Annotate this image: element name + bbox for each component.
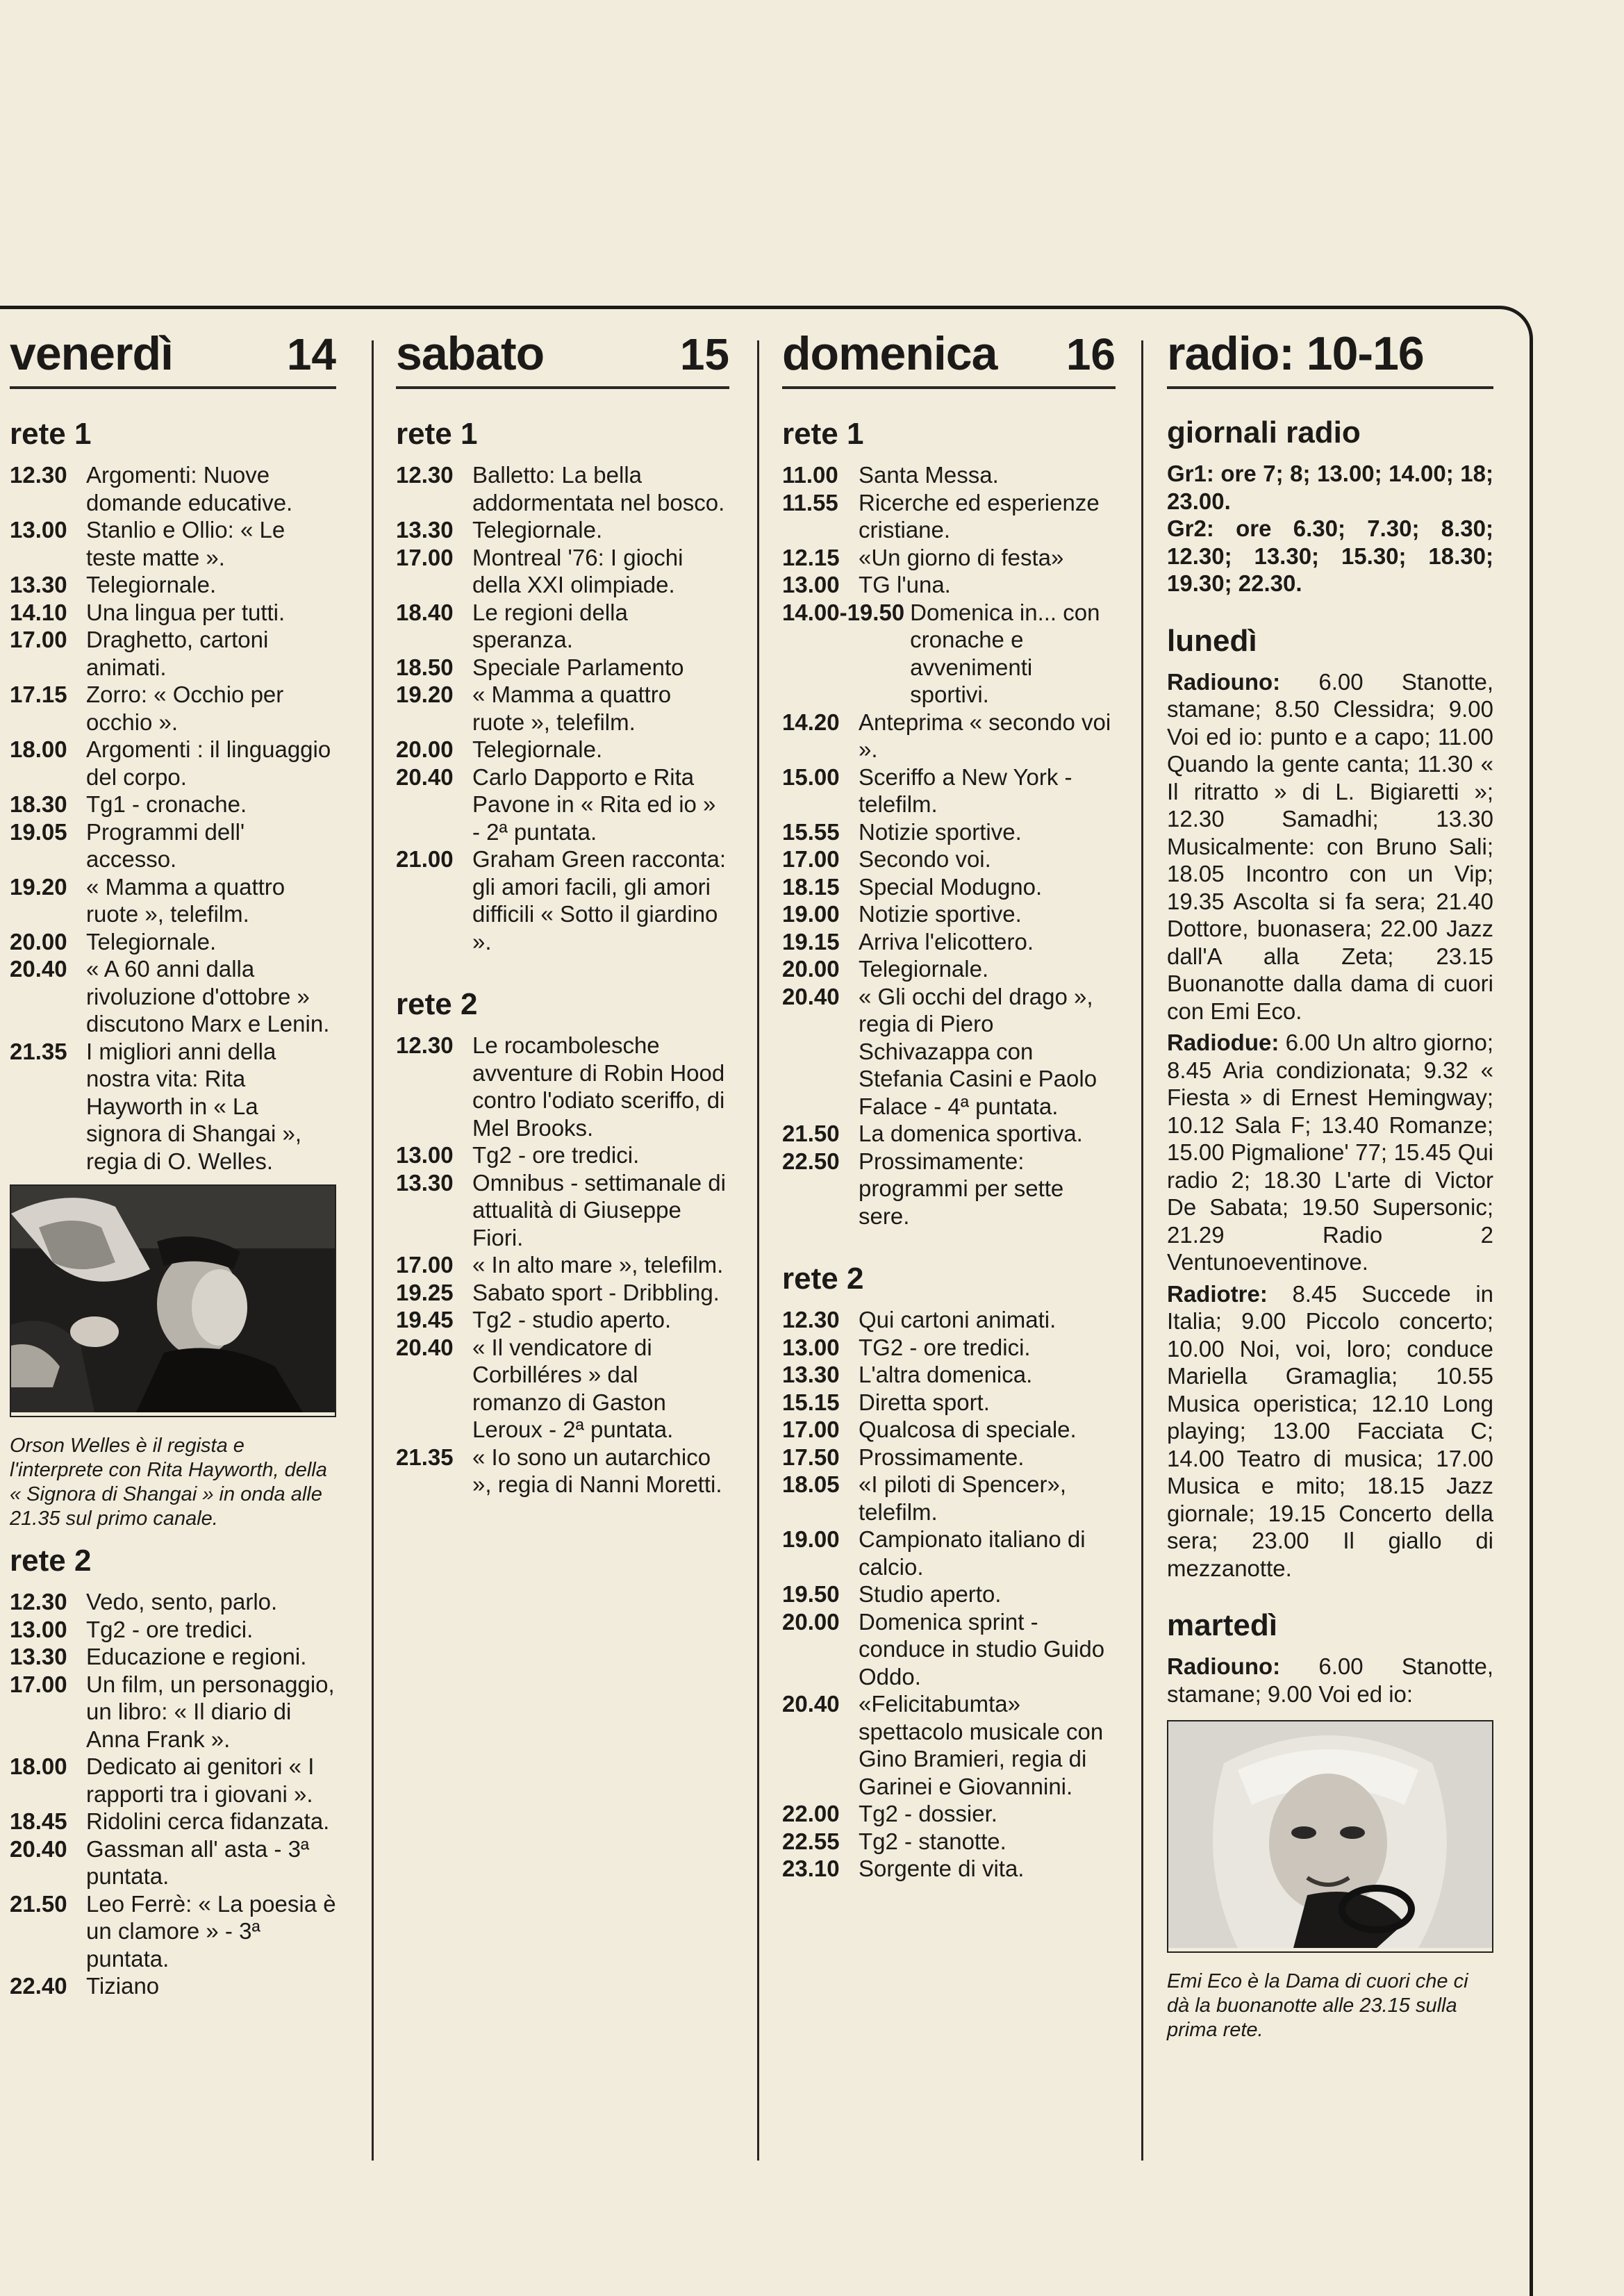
column-sabato: [396, 327, 729, 1498]
column-domenica: [782, 327, 1116, 1883]
program-title: « A 60 anni dalla rivoluzione d'ottobre » discutono Marx e Lenin.: [86, 956, 330, 1036]
program-title: Studio aperto.: [859, 1581, 1002, 1607]
program-time: 20.00: [10, 928, 67, 955]
day-name: sabato: [396, 327, 545, 380]
schedule-row: [782, 709, 1116, 763]
program-title: TG l'una.: [859, 572, 951, 597]
day-name: domenica: [782, 327, 997, 380]
column-radio: [1167, 327, 1493, 2049]
program-title: Dedicato ai genitori « I rapporti tra i giovani ».: [86, 1753, 315, 1807]
program-time: 14.20: [782, 709, 840, 735]
schedule-row: [396, 516, 729, 544]
schedule-row: [10, 461, 336, 516]
channel-label: rete 2: [396, 987, 478, 1021]
program-title: Balletto: La bella addormentata nel bosco.: [472, 462, 725, 515]
section-title: giornali radio: [1167, 415, 1361, 449]
program-title: Prossimamente: programmi per sette sere.: [859, 1148, 1064, 1229]
channel-label: rete 2: [10, 1544, 92, 1578]
program-title: Notizie sportive.: [859, 901, 1022, 927]
section-title: martedì: [1167, 1608, 1277, 1642]
program-title: Programmi dell' accesso.: [86, 818, 245, 872]
schedule-row: [396, 681, 729, 736]
day-header: [10, 327, 336, 389]
radio-title: radio: 10-16: [1167, 327, 1424, 380]
schedule-list: [10, 1588, 336, 2000]
schedule-row: [10, 1588, 336, 1616]
station-label: Radiouno:: [1167, 1653, 1281, 1679]
program-time: 12.30: [396, 1032, 454, 1058]
schedule-row: [396, 1251, 729, 1279]
program-time: 20.40: [396, 763, 454, 790]
day-number: 14: [286, 329, 336, 379]
schedule-row: [782, 1800, 1116, 1828]
schedule-row: [782, 955, 1116, 983]
section-title: lunedì: [1167, 623, 1257, 658]
program-time: 20.00: [396, 736, 454, 762]
program-title: Prossimamente.: [859, 1444, 1025, 1470]
program-time: 21.35: [10, 1038, 67, 1064]
program-time: 13.00: [396, 1142, 454, 1168]
martedi-radiouno-block: [1167, 1653, 1493, 1708]
program-title: Vedo, sento, parlo.: [86, 1589, 278, 1614]
program-time: 21.50: [782, 1121, 840, 1146]
program-title: Le rocambolesche avventure di Robin Hood contro l'odiato sceriffo, di Mel Brooks.: [472, 1032, 725, 1141]
program-time: 18.15: [782, 873, 840, 900]
program-title: Sorgente di vita.: [859, 1856, 1025, 1881]
program-title: Tg2 - studio aperto.: [472, 1307, 672, 1332]
schedule-row: [782, 1148, 1116, 1230]
program-title: Ridolini cerca fidanzata.: [86, 1808, 330, 1834]
schedule-row: [10, 1835, 336, 1890]
program-title: Draghetto, cartoni animati.: [86, 627, 269, 680]
program-time: 19.25: [396, 1279, 454, 1305]
schedule-list: [396, 1032, 729, 1498]
schedule-row: [10, 1671, 336, 1753]
schedule-row: [782, 928, 1116, 956]
station-text: 6.00 Stanotte, stamane; 8.50 Clessidra; 9.00 Voi ed io: punto e a capo; 11.00 Quando la gente canta; 11.30 « Il ritratto » di L. Bigiaretti »; 12.30 Samadhi; 13.30 Musicalmente: con Bruno Sali; 18.05 Incontro con un Vip; 19.35 Ascolta si fa sera; 21.40 Dottore, buonasera; 22.00 Jazz dall'A alla Zeta; 23.15 Buonanotte dalla dama di cuori con Emi Eco.: [1167, 668, 1493, 1024]
schedule-row: [10, 1643, 336, 1671]
program-time: 21.35: [396, 1444, 454, 1470]
program-time: 22.00: [782, 1801, 840, 1826]
day-header: [782, 327, 1116, 389]
schedule-row: [782, 599, 1116, 709]
schedule-row: [782, 1444, 1116, 1471]
schedule-row: [396, 1444, 729, 1498]
day-number: 15: [679, 329, 729, 379]
photo-caption: Emi Eco è la Dama di cuori che ci dà la buonanotte alle 23.15 sulla prima rete.: [1167, 1970, 1468, 2041]
program-time: 13.00: [782, 572, 840, 597]
program-time: 18.30: [10, 791, 67, 817]
program-time: 11.00: [782, 462, 838, 488]
program-time: 17.50: [782, 1444, 840, 1470]
channel-label: rete 1: [10, 417, 92, 451]
schedule-row: [782, 763, 1116, 818]
station-label: Radiouno:: [1167, 668, 1281, 695]
schedule-row: [782, 1828, 1116, 1856]
schedule-row: [782, 1608, 1116, 1691]
program-title: «Un giorno di festa»: [859, 544, 1064, 570]
program-title: Special Modugno.: [859, 873, 1043, 900]
program-title: Telegiornale.: [472, 736, 603, 762]
program-title: Ricerche ed esperienze cristiane.: [859, 489, 1100, 543]
program-time: 20.40: [10, 1835, 67, 1862]
schedule-row: [396, 1141, 729, 1169]
station-text: 6.00 Un altro giorno; 8.45 Aria condizionata; 9.32 « Fiesta » di Ernest Hemingway; 10.12 Sala F; 13.40 Romanze; 15.00 Pigmalione' 77; 15.45 Qui radio 2; 18.30 L'arte di Victor De Sabata; 19.50 Supersonic; 21.29 Radio 2 Ventunoeventinove.: [1167, 1030, 1494, 1275]
schedule-row: [782, 544, 1116, 572]
photo-emi-eco: [1167, 1720, 1493, 1953]
schedule-row: [396, 1169, 729, 1252]
schedule-row: [396, 544, 729, 599]
schedule-row: [10, 1616, 336, 1644]
program-title: Tg2 - ore tredici.: [86, 1616, 254, 1642]
photo-orson-welles: [10, 1184, 336, 1417]
schedule-row: [10, 1808, 336, 1835]
schedule-row: [10, 626, 336, 681]
program-time: 20.40: [782, 1691, 840, 1717]
schedule-list: [10, 461, 336, 1175]
program-title: Telegiornale.: [86, 572, 217, 597]
program-time: 18.50: [396, 654, 454, 680]
schedule-row: [782, 1334, 1116, 1362]
radiouno-block: [1167, 668, 1493, 1025]
program-time: 13.00: [782, 1334, 840, 1360]
schedule-row: [396, 736, 729, 763]
schedule-row: [782, 461, 1116, 489]
program-time: 22.50: [782, 1148, 840, 1174]
program-time: 15.55: [782, 818, 840, 845]
column-venerdi: [10, 327, 336, 2000]
schedule-row: [396, 1279, 729, 1307]
program-time: 13.30: [396, 1169, 454, 1196]
schedule-row: [10, 571, 336, 599]
program-time: 12.30: [10, 462, 67, 488]
gr1-times: Gr1: ore 7; 8; 13.00; 14.00; 18; 23.00.: [1167, 461, 1493, 514]
schedule-list: [782, 461, 1116, 1230]
program-time: 20.00: [782, 1608, 840, 1635]
program-time: 19.15: [782, 928, 840, 955]
schedule-row: [10, 681, 336, 736]
schedule-row: [782, 489, 1116, 544]
program-time: 19.00: [782, 1526, 840, 1552]
program-time: 15.15: [782, 1389, 840, 1415]
schedule-row: [782, 1389, 1116, 1417]
program-title: « Gli occhi del drago », regia di Piero Schivazappa con Stefania Casini e Paolo Falace - 4ª puntata.: [859, 983, 1097, 1119]
program-title: TG2 - ore tredici.: [859, 1334, 1031, 1360]
program-title: Telegiornale.: [86, 928, 217, 955]
program-time: 22.55: [782, 1828, 840, 1854]
schedule-row: [782, 818, 1116, 846]
program-title: Domenica sprint - conduce in studio Guido Oddo.: [859, 1608, 1105, 1690]
station-text: 8.45 Succede in Italia; 9.00 Piccolo concerto; 10.00 Noi, voi, loro; conduce Mariella Gramaglia; 10.55 Musica operistica; 12.10 Long playing; 13.00 Facciata C; 14.00 Teatro di musica; 17.00 Musica e mito; 18.15 Jazz giornale; 19.15 Concerto della sera; 23.00 Il giallo di mezzanotte.: [1167, 1280, 1493, 1581]
program-time: 18.00: [10, 736, 67, 762]
schedule-row: [396, 1032, 729, 1141]
schedule-row: [782, 983, 1116, 1121]
schedule-row: [396, 845, 729, 955]
schedule-row: [782, 1471, 1116, 1526]
program-time: 17.00: [782, 846, 840, 872]
program-title: « In alto mare », telefilm.: [472, 1252, 724, 1278]
program-time: 18.45: [10, 1808, 67, 1834]
schedule-row: [10, 791, 336, 818]
program-title: Sceriffo a New York - telefilm.: [859, 763, 1072, 817]
program-title: Omnibus - settimanale di attualità di Giuseppe Fiori.: [472, 1169, 726, 1250]
column-divider: [372, 340, 374, 2161]
program-title: Un film, un personaggio, un libro: « Il diario di Anna Frank ».: [86, 1671, 335, 1752]
program-time: 13.30: [396, 517, 454, 543]
program-title: Telegiornale.: [472, 517, 603, 543]
program-title: Domenica in... con cronache e avvenimenti sportivi.: [910, 599, 1100, 707]
schedule-row: [782, 1526, 1116, 1580]
program-time: 15.00: [782, 763, 840, 790]
station-label: Radiodue:: [1167, 1030, 1279, 1055]
day-header: [396, 327, 729, 389]
schedule-row: [396, 1334, 729, 1444]
program-title: Montreal '76: I giochi della XXI olimpiade.: [472, 544, 683, 597]
program-time: 12.30: [782, 1307, 840, 1332]
schedule-row: [782, 1120, 1116, 1148]
program-title: Speciale Parlamento: [472, 654, 684, 680]
program-time: 17.00: [10, 627, 67, 652]
program-time: 17.15: [10, 682, 67, 707]
schedule-row: [782, 1690, 1116, 1800]
photo-caption: Orson Welles è il regista e l'interprete con Rita Hayworth, della « Signora di Shangai » in onda alle 21.35 sul primo canale.: [10, 1435, 327, 1530]
schedule-list: [782, 1306, 1116, 1883]
program-title: Tg2 - stanotte.: [859, 1828, 1006, 1854]
schedule-row: [396, 599, 729, 654]
program-title: « Il vendicatore di Corbilléres » dal romanzo di Gaston Leroux - 2ª puntata.: [472, 1334, 674, 1442]
program-title: Tiziano: [86, 1973, 160, 1999]
program-title: I migliori anni della nostra vita: Rita Hayworth in « La signora di Shangai », regia di O. Welles.: [86, 1038, 302, 1174]
schedule-row: [396, 1306, 729, 1334]
program-title: Le regioni della speranza.: [472, 599, 628, 652]
program-time: 23.10: [782, 1856, 840, 1881]
program-title: «I piloti di Spencer», telefilm.: [859, 1471, 1067, 1525]
day-header: [1167, 327, 1493, 389]
program-time: 13.00: [10, 1616, 67, 1642]
schedule-row: [396, 654, 729, 682]
channel-label: rete 1: [782, 417, 864, 451]
program-title: Una lingua per tutti.: [86, 599, 285, 625]
schedule-row: [10, 1890, 336, 1973]
program-title: Telegiornale.: [859, 956, 989, 982]
program-time: 17.00: [10, 1671, 67, 1697]
program-time: 19.20: [10, 873, 67, 900]
program-time: 13.30: [10, 1644, 67, 1669]
program-title: Graham Green racconta: gli amori facili, gli amori difficili « Sotto il giardino ».: [472, 846, 726, 955]
program-title: Qualcosa di speciale.: [859, 1417, 1077, 1442]
program-title: Secondo voi.: [859, 846, 991, 872]
program-title: Tg1 - cronache.: [86, 791, 247, 817]
program-time: 12.30: [10, 1589, 67, 1614]
program-time: 22.40: [10, 1973, 67, 1999]
program-title: Notizie sportive.: [859, 818, 1022, 845]
schedule-row: [782, 900, 1116, 928]
program-time: 18.05: [782, 1471, 840, 1497]
column-divider: [1141, 340, 1143, 2161]
program-title: « Mamma a quattro ruote », telefilm.: [86, 873, 285, 927]
program-title: Anteprima « secondo voi ».: [859, 709, 1111, 762]
program-title: Arriva l'elicottero.: [859, 928, 1034, 955]
program-title: La domenica sportiva.: [859, 1121, 1083, 1146]
schedule-list: [396, 461, 729, 955]
program-time: 17.00: [396, 1252, 454, 1278]
program-title: Qui cartoni animati.: [859, 1307, 1057, 1332]
program-time: 18.00: [10, 1753, 67, 1779]
schedule-row: [396, 763, 729, 846]
program-time: 21.50: [10, 1890, 67, 1917]
day-number: 16: [1066, 329, 1116, 379]
program-title: Leo Ferrè: « La poesia è un clamore » - 3ª puntata.: [86, 1890, 336, 1972]
program-time: 19.50: [782, 1581, 840, 1607]
program-time: 19.00: [782, 901, 840, 927]
radiodue-block: [1167, 1029, 1493, 1276]
channel-label: rete 1: [396, 417, 478, 451]
program-title: Santa Messa.: [859, 462, 999, 488]
program-time: 14.00-19.50: [782, 599, 905, 625]
program-title: Zorro: « Occhio per occhio ».: [86, 682, 284, 735]
program-time: 19.45: [396, 1307, 454, 1332]
schedule-row: [10, 955, 336, 1038]
radiotre-block: [1167, 1280, 1493, 1583]
program-time: 20.00: [782, 956, 840, 982]
program-time: 13.30: [782, 1362, 840, 1387]
schedule-row: [10, 736, 336, 791]
schedule-row: [10, 818, 336, 873]
schedule-row: [10, 599, 336, 627]
program-time: 13.00: [10, 517, 67, 543]
schedule-row: [782, 1416, 1116, 1444]
program-title: « Io sono un autarchico », regia di Nanni Moretti.: [472, 1444, 722, 1497]
program-title: Educazione e regioni.: [86, 1644, 307, 1669]
program-title: Sabato sport - Dribbling.: [472, 1279, 720, 1305]
schedule-row: [10, 1038, 336, 1175]
program-time: 20.40: [396, 1334, 454, 1360]
program-time: 12.30: [396, 462, 454, 488]
program-title: «Felicitabumta» spettacolo musicale con Gino Bramieri, regia di Garinei e Giovannini.: [859, 1691, 1104, 1799]
program-title: « Mamma a quattro ruote », telefilm.: [472, 682, 672, 735]
schedule-row: [10, 873, 336, 928]
program-time: 14.10: [10, 599, 67, 625]
program-time: 20.40: [782, 983, 840, 1009]
program-time: 13.30: [10, 572, 67, 597]
schedule-row: [782, 1306, 1116, 1334]
schedule-row: [782, 845, 1116, 873]
schedule-row: [10, 1753, 336, 1808]
schedule-row: [10, 1972, 336, 2000]
schedule-row: [782, 873, 1116, 901]
program-title: Tg2 - ore tredici.: [472, 1142, 640, 1168]
program-title: Carlo Dapporto e Rita Pavone in « Rita ed io » - 2ª puntata.: [472, 763, 716, 845]
schedule-row: [396, 461, 729, 516]
program-title: Stanlio e Ollio: « Le teste matte ».: [86, 517, 285, 570]
gr2-times: Gr2: ore 6.30; 7.30; 8.30; 12.30; 13.30; 15.30; 18.30; 19.30; 22.30.: [1167, 515, 1493, 596]
schedule-row: [10, 928, 336, 956]
station-label: Radiotre:: [1167, 1280, 1268, 1307]
program-title: Argomenti : il linguaggio del corpo.: [86, 736, 331, 790]
schedule-row: [782, 1580, 1116, 1608]
channel-label: rete 2: [782, 1262, 864, 1296]
column-divider: [757, 340, 759, 2161]
schedule-row: [782, 1855, 1116, 1883]
program-time: 18.40: [396, 599, 454, 625]
program-title: Diretta sport.: [859, 1389, 990, 1415]
program-title: Argomenti: Nuove domande educative.: [86, 462, 293, 515]
program-title: L'altra domenica.: [859, 1362, 1033, 1387]
station-text: 6.00 Stanotte, stamane; 9.00 Voi ed io:: [1167, 1653, 1493, 1707]
program-time: 20.40: [10, 956, 67, 982]
program-time: 21.00: [396, 846, 454, 872]
program-title: Gassman all' asta - 3ª puntata.: [86, 1835, 310, 1889]
program-time: 17.00: [396, 544, 454, 570]
schedule-row: [782, 1361, 1116, 1389]
program-title: Tg2 - dossier.: [859, 1801, 997, 1826]
program-time: 12.15: [782, 544, 840, 570]
program-time: 19.20: [396, 682, 454, 707]
schedule-row: [782, 571, 1116, 599]
program-time: 19.05: [10, 818, 67, 845]
day-name: venerdì: [10, 327, 173, 380]
program-time: 11.55: [782, 489, 838, 515]
program-time: 17.00: [782, 1417, 840, 1442]
schedule-row: [10, 516, 336, 571]
program-title: Campionato italiano di calcio.: [859, 1526, 1086, 1580]
